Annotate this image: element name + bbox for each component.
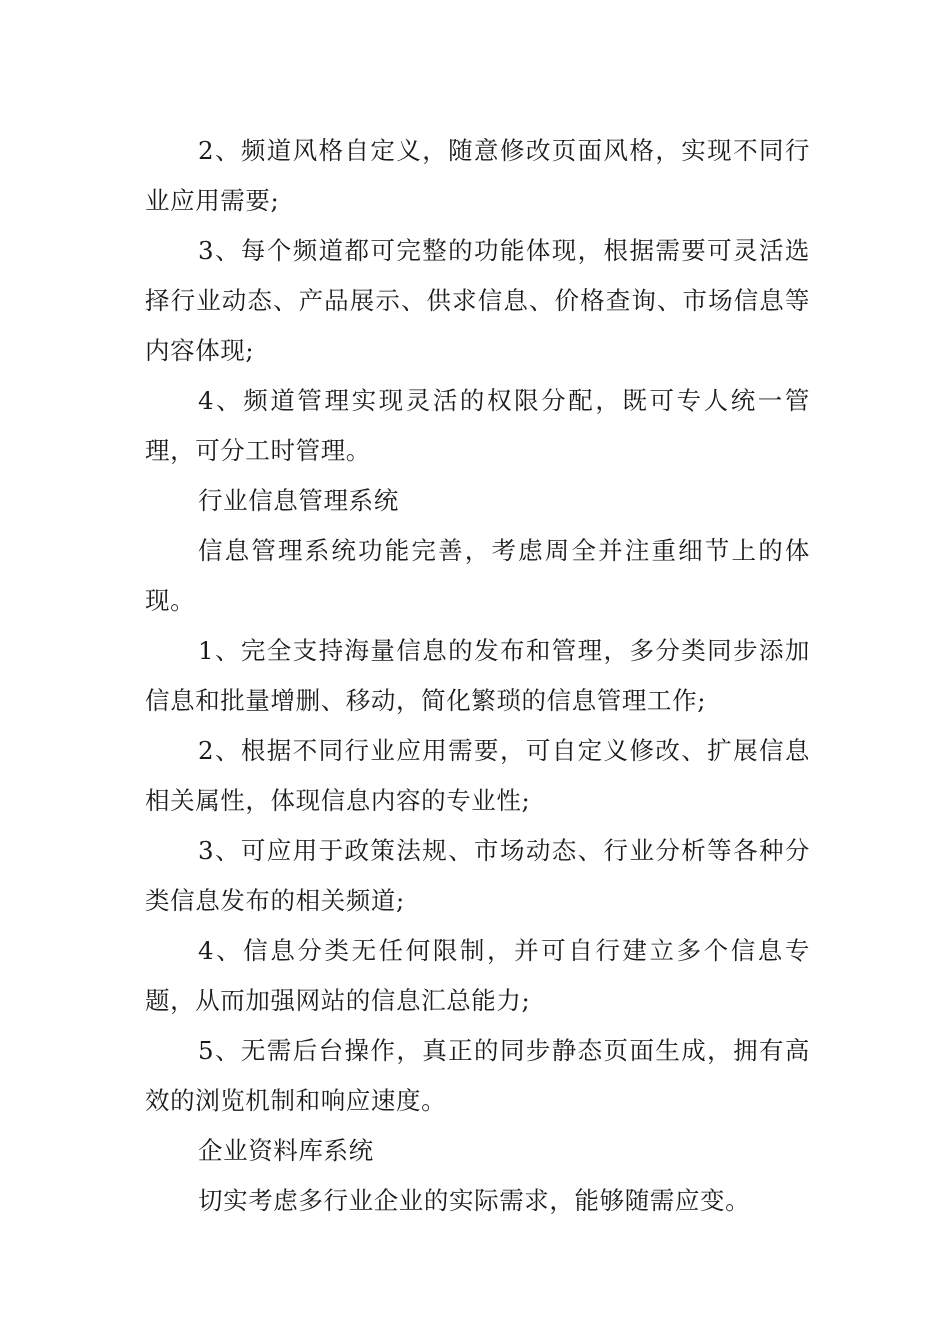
paragraph-enterprise-intro: 切实考虑多行业企业的实际需求，能够随需应变。 — [198, 1186, 751, 1215]
paragraph-channel-function: 3、每个频道都可完整的功能体现，根据需要可灵活选择行业动态、产品展示、供求信息、价格查询、市场信息等内容体现; — [145, 236, 810, 365]
paragraph-info-attributes: 2、根据不同行业应用需要，可自定义修改、扩展信息相关属性，体现信息内容的专业性; — [145, 736, 810, 815]
paragraph-info-publish: 1、完全支持海量信息的发布和管理，多分类同步添加信息和批量增删、移动，简化繁琐的信息管理工作; — [145, 636, 810, 715]
paragraph-info-static-pages: 5、无需后台操作，真正的同步静态页面生成，拥有高效的浏览机制和响应速度。 — [145, 1036, 810, 1115]
paragraph-channel-style: 2、频道风格自定义，随意修改页面风格，实现不同行业应用需要; — [145, 136, 810, 215]
section-heading-enterprise-database: 企业资料库系统 — [198, 1136, 374, 1165]
paragraph-info-intro: 信息管理系统功能完善，考虑周全并注重细节上的体现。 — [145, 536, 810, 615]
section-heading-info-management: 行业信息管理系统 — [198, 486, 399, 515]
document-body — [145, 126, 810, 1226]
paragraph-info-categories: 4、信息分类无任何限制，并可自行建立多个信息专题，从而加强网站的信息汇总能力; — [145, 936, 810, 1015]
paragraph-info-channels: 3、可应用于政策法规、市场动态、行业分析等各种分类信息发布的相关频道; — [145, 836, 810, 915]
paragraph-channel-permission: 4、频道管理实现灵活的权限分配，既可专人统一管理，可分工时管理。 — [145, 386, 810, 465]
